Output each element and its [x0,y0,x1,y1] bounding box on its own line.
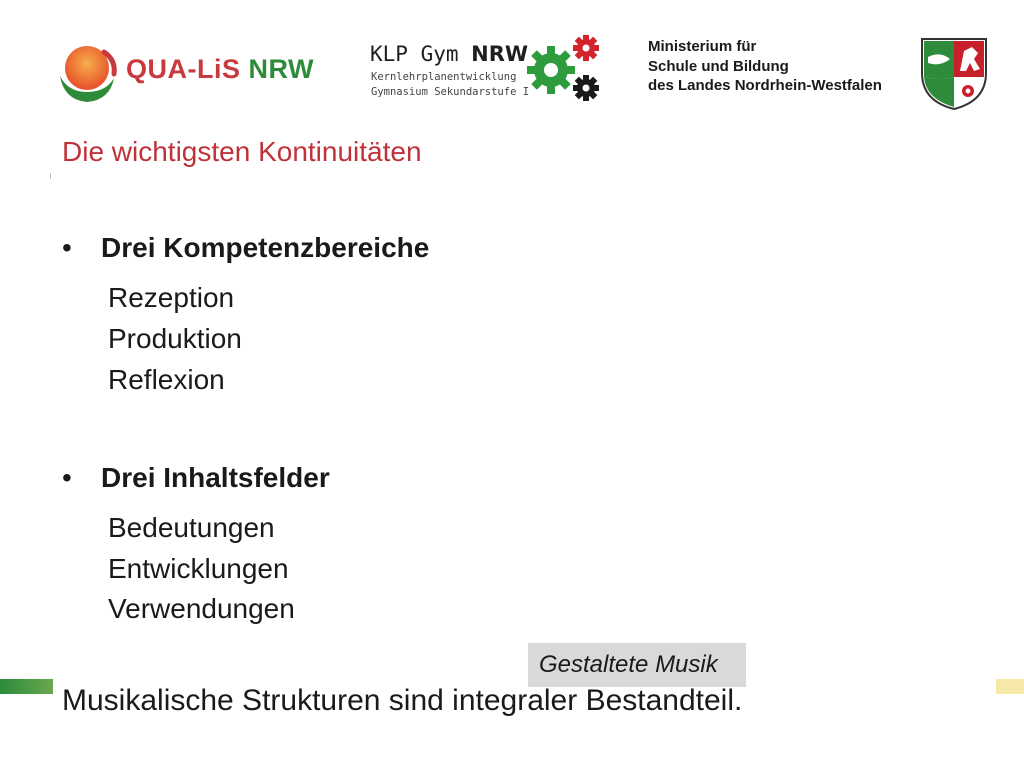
klp-title-b: NRW [471,42,529,66]
ministry-logo-text [648,37,908,96]
bullet-symbol: • [62,232,72,263]
list-item: Produktion [108,323,242,354]
bullet-inhaltsfelder [62,462,330,494]
klp-subtitle-2: Gymnasium Sekundarstufe I [371,86,530,98]
left-accent-bar [0,679,53,694]
list-item: Verwendungen [108,593,295,624]
klp-logo [370,40,610,110]
gestaltete-musik-tag: Gestaltete Musik [528,643,746,687]
summary-statement: Musikalische Strukturen sind integraler Bestandteil. [62,684,743,717]
qualis-logo [54,38,314,108]
qualis-emblem-icon [54,40,120,106]
klp-subtitle-1: Kernlehrplanentwicklung [371,71,517,83]
ministry-line-2: Schule und Bildung [648,57,789,75]
klp-title [370,42,528,66]
klp-title-a: KLP Gym [370,42,472,66]
shield-icon [920,37,988,111]
bullet-kompetenzbereiche [62,232,429,264]
list-item: Bedeutungen [108,512,275,543]
list-item: Rezeption [108,282,235,313]
bullet-heading: Drei Kompetenzbereiche [101,232,430,263]
nrw-crest-icon [920,37,988,111]
slide-title: Die wichtigsten Kontinuitäten [62,136,422,167]
ministry-line-1: Ministerium für [648,38,757,55]
decorative-tick [50,173,51,179]
gears-icon [524,34,604,104]
list-item: Entwicklungen [108,553,289,584]
bullet-heading: Drei Inhaltsfelder [101,462,330,493]
qualis-wordmark-part2: NRW [248,54,314,84]
qualis-wordmark-part1: QUA-LiS [126,54,249,84]
bullet-symbol: • [62,462,72,493]
right-accent-bar [996,679,1024,694]
list-item: Reflexion [108,364,225,395]
ministry-line-3: des Landes Nordrhein-Westfalen [648,77,882,94]
qualis-wordmark [126,54,314,85]
